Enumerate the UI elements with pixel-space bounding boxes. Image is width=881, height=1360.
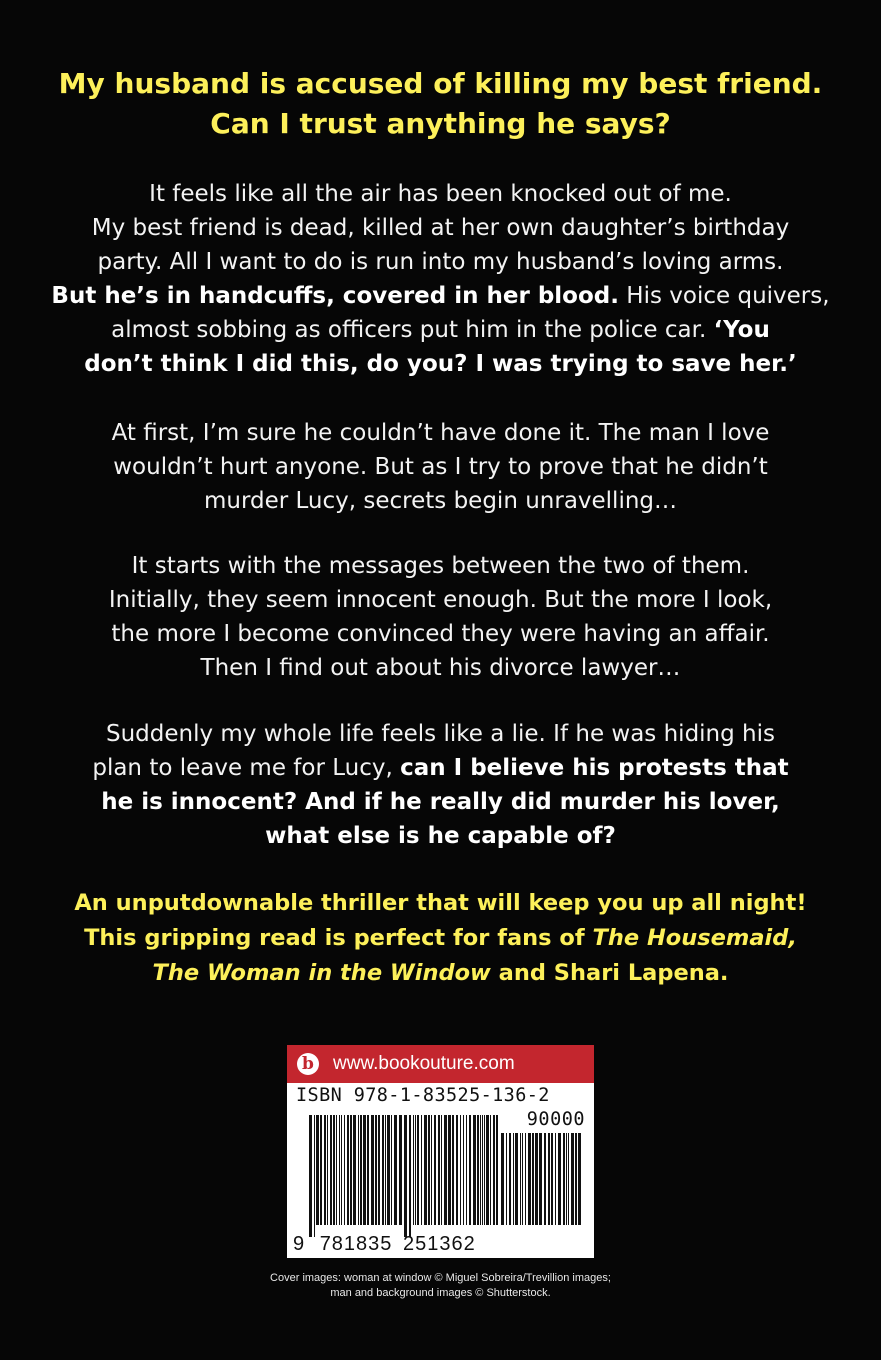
blurb-text: It starts with the messages between the two of them. [131, 553, 750, 579]
barcode-bar [535, 1133, 538, 1225]
blurb-bold-text: But he’s in handcuffs, covered in her blood. [51, 283, 619, 309]
barcode-bar [324, 1115, 326, 1225]
barcode-bar [434, 1115, 436, 1225]
barcode-bar [358, 1115, 359, 1225]
book-title: The Housemaid, [592, 925, 797, 951]
ean-digits [293, 1233, 476, 1256]
barcode-bar [431, 1115, 432, 1225]
barcode-bar [385, 1115, 386, 1225]
barcode-bar [525, 1133, 526, 1225]
barcode-bar [513, 1133, 514, 1225]
image-credits [40, 1271, 841, 1301]
barcode-bar [566, 1133, 567, 1225]
barcode-bar [417, 1115, 419, 1225]
blurb-bold-text: ‘You [713, 317, 770, 343]
barcode-bar [473, 1115, 476, 1225]
barcode-bar [375, 1115, 377, 1225]
barcode-bar [424, 1115, 427, 1225]
isbn-number: ISBN 978-1-83525-136-2 [296, 1085, 550, 1106]
blurb-text: At first, I’m sure he couldn’t have done it. The man I love [111, 420, 770, 446]
publisher-strip [287, 1045, 594, 1083]
barcode-panel [287, 1045, 594, 1258]
tagline-text: This gripping read is perfect for fans of [84, 925, 593, 951]
blurb-text: Suddenly my whole life feels like a lie. If he was hiding his [106, 721, 775, 747]
credits-line-2: man and background images © Shutterstock. [330, 1287, 551, 1299]
barcode-bar [544, 1133, 546, 1225]
barcode-bar [482, 1115, 483, 1225]
barcode-bar [347, 1115, 349, 1225]
barcode-bar [571, 1133, 574, 1225]
blurb-paragraph-2 [40, 416, 841, 518]
barcode-bar [360, 1115, 362, 1225]
credits-line-1: Cover images: woman at window © Miguel Sobreira/Trevillion images; [270, 1272, 611, 1284]
price-barcode [501, 1133, 581, 1237]
barcode-bar [367, 1115, 369, 1225]
barcode-bar [421, 1115, 422, 1225]
barcode-bar [539, 1133, 542, 1225]
blurb-text: wouldn’t hurt anyone. But as I try to prove that he didn’t [113, 454, 768, 480]
barcode-bar [350, 1115, 352, 1225]
blurb-text: Then I find out about his divorce lawyer… [200, 655, 681, 681]
barcode-bar [378, 1115, 380, 1225]
blurb-text: His voice quivers, [619, 283, 830, 309]
blurb-text: plan to leave me for Lucy, [92, 755, 401, 781]
barcode-bar [563, 1133, 565, 1225]
barcode-bar [522, 1133, 523, 1225]
blurb-text: Initially, they seem innocent enough. But the more I look, [108, 587, 773, 613]
barcode-bar [493, 1115, 495, 1225]
barcode-bar [404, 1115, 407, 1237]
blurb-paragraph-1 [40, 177, 841, 381]
barcode-bar [413, 1115, 414, 1225]
barcode-bar [399, 1115, 402, 1225]
ean-group-1: 781835 [319, 1233, 393, 1255]
barcode-bar [463, 1115, 464, 1225]
price-code: 90000 [526, 1109, 585, 1130]
blurb-text: It feels like all the air has been knocked out of me. [149, 181, 732, 207]
barcode-bar [391, 1115, 392, 1225]
headline-line-1: My husband is accused of killing my best friend. [58, 67, 823, 100]
barcode-bar [509, 1133, 511, 1225]
tagline-text: and Shari Lapena. [490, 960, 729, 986]
barcode-bar [309, 1115, 312, 1237]
ean-first-digit: 9 [293, 1233, 306, 1255]
barcode-bar [444, 1115, 447, 1225]
barcode-bar [394, 1115, 397, 1225]
barcode-bar [415, 1115, 416, 1225]
barcode-bar [496, 1115, 498, 1225]
tagline [40, 886, 841, 991]
blurb-text: the more I become convinced they were having an affair. [111, 621, 770, 647]
blurb-bold-text: what else is he capable of? [265, 823, 616, 849]
ean-group-2: 251362 [403, 1233, 476, 1255]
barcode-bar [441, 1115, 442, 1225]
ean-barcode [309, 1115, 499, 1237]
barcode-bar [484, 1115, 485, 1225]
barcode-bar [555, 1133, 556, 1225]
blurb-bold-text: he is innocent? And if he really did murder his lover, [101, 789, 780, 815]
barcode-bar [466, 1115, 467, 1225]
headline [40, 64, 841, 144]
barcode-bar [320, 1115, 322, 1225]
barcode-bar [344, 1115, 345, 1225]
barcode-bar [578, 1133, 581, 1225]
barcode-bar [520, 1133, 521, 1225]
barcode-bar [477, 1115, 479, 1225]
barcode-bar [456, 1115, 458, 1225]
blurb-text: My best friend is dead, killed at her own daughter’s birthday [91, 215, 790, 241]
barcode-bar [486, 1115, 489, 1225]
barcode-bar [316, 1115, 319, 1225]
barcode-bar [339, 1115, 340, 1225]
barcode-bar [336, 1115, 337, 1225]
barcode-bar [353, 1115, 356, 1225]
barcode-bar [382, 1115, 384, 1225]
blurb-text: almost sobbing as officers put him in the police car. [111, 317, 714, 343]
barcode-bar [371, 1115, 374, 1225]
barcode-bar [480, 1115, 481, 1225]
blurb-bold-text: can I believe his protests that [400, 755, 789, 781]
barcode-bar [515, 1133, 518, 1225]
barcode-bar [548, 1133, 550, 1225]
barcode-bar [469, 1115, 471, 1225]
barcode-bar [532, 1133, 534, 1225]
barcode-bar [501, 1133, 504, 1225]
blurb-paragraph-4 [40, 717, 841, 853]
barcode-bar [551, 1133, 553, 1225]
barcode-bar [341, 1115, 342, 1225]
book-title: The Woman in the Window [152, 960, 491, 986]
barcode-bar [387, 1115, 390, 1225]
barcode-bar [490, 1115, 491, 1225]
barcode-bar [558, 1133, 561, 1225]
barcode-bar [460, 1115, 461, 1225]
barcode-bar [568, 1133, 569, 1225]
barcode-bar [428, 1115, 430, 1225]
blurb-paragraph-3 [40, 549, 841, 685]
blurb-bold-text: don’t think I did this, do you? I was trying to save her.’ [84, 351, 797, 377]
barcode-bar [438, 1115, 440, 1225]
barcode-bar [330, 1115, 332, 1225]
tagline-line-1: An unputdownable thriller that will keep you up all night! [74, 890, 807, 916]
barcode-bar [448, 1115, 451, 1225]
barcode-bar [575, 1133, 577, 1225]
publisher-website: www.bookouture.com [333, 1053, 515, 1074]
barcode-bar [452, 1115, 454, 1225]
barcode-bar [333, 1115, 335, 1225]
barcode-bar [528, 1133, 531, 1225]
barcode-bar [409, 1115, 411, 1237]
barcode-bar [506, 1133, 507, 1225]
barcode-bar [314, 1115, 315, 1237]
barcode-bar [363, 1115, 366, 1225]
barcode-bar [327, 1115, 328, 1225]
bookouture-logo-icon: b [297, 1053, 319, 1075]
blurb-text: murder Lucy, secrets begin unravelling… [203, 488, 678, 514]
headline-line-2: Can I trust anything he says? [210, 107, 671, 140]
blurb-text: party. All I want to do is run into my husband’s loving arms. [97, 249, 784, 275]
